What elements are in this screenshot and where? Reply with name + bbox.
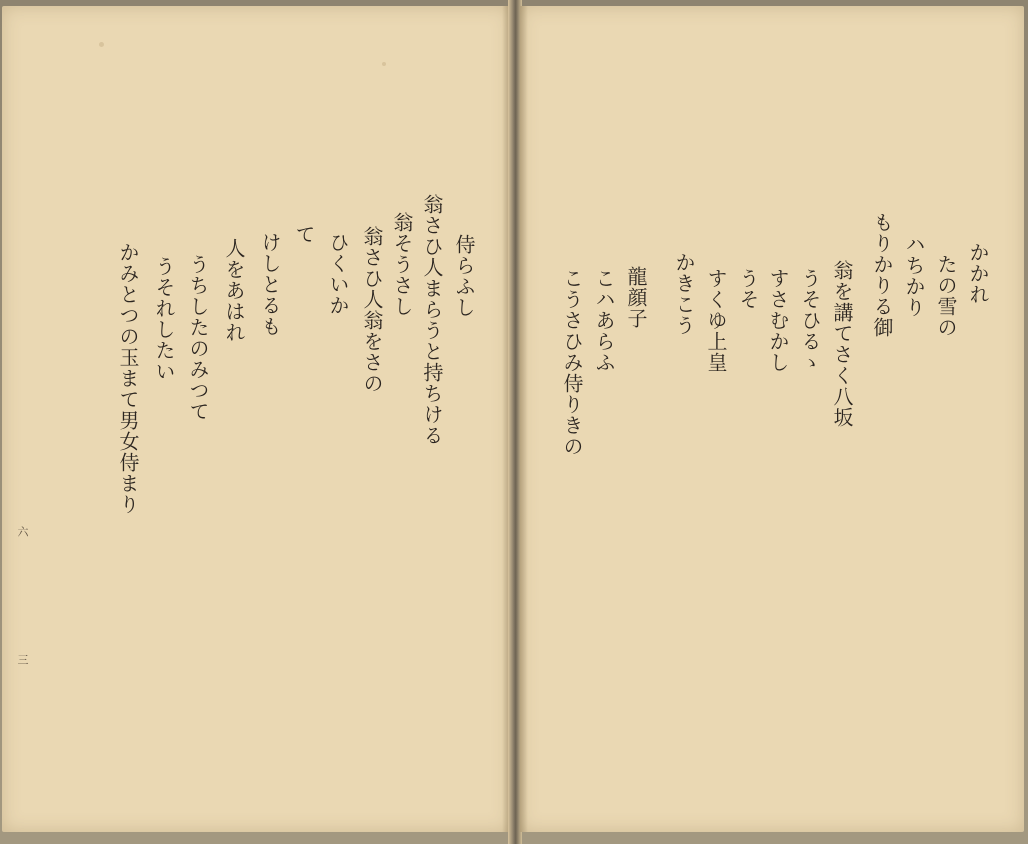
text-column: こハあらふ (592, 268, 616, 373)
text-column: すさむかし (766, 268, 790, 373)
text-column: 龍顔子 (624, 266, 648, 329)
paper-stain (99, 42, 104, 47)
text-column: けしとるも (258, 232, 282, 337)
text-column: かきこう (672, 252, 696, 336)
page-number-bottom: 三 (16, 654, 29, 665)
text-column: うそひるゝ (798, 268, 822, 373)
text-column: て (292, 224, 316, 245)
text-column: うちしたのみつて (186, 254, 210, 422)
text-column: 翁さひ人まらうと持ちける (420, 194, 444, 446)
text-column: もりかりる御 (870, 212, 894, 338)
text-column: たの雪の (934, 254, 958, 338)
text-column: かかれ (966, 242, 990, 305)
text-column: こうさひみ侍りきの (560, 268, 584, 457)
text-column: すくゆ上皇 (704, 268, 728, 373)
paper-stain (382, 62, 386, 66)
text-column: うそ (736, 268, 760, 310)
left-page (2, 6, 510, 832)
text-column: 翁を講てさく八坂 (830, 260, 854, 428)
text-column: ひくいか (326, 232, 350, 316)
right-page-shadow (520, 6, 528, 832)
text-column: 人をあはれ (222, 238, 246, 343)
text-column: ハちかり (902, 234, 926, 318)
text-column: 翁そうさし (390, 212, 414, 317)
right-page (520, 6, 1024, 832)
text-column: うそれしたい (152, 256, 176, 382)
text-column: 翁さひ人翁をさの (360, 226, 384, 394)
page-number-top: 六 (16, 526, 29, 537)
text-column: かみとつの玉まて男女侍まり (116, 242, 140, 515)
text-column: 侍らふし (452, 234, 476, 318)
